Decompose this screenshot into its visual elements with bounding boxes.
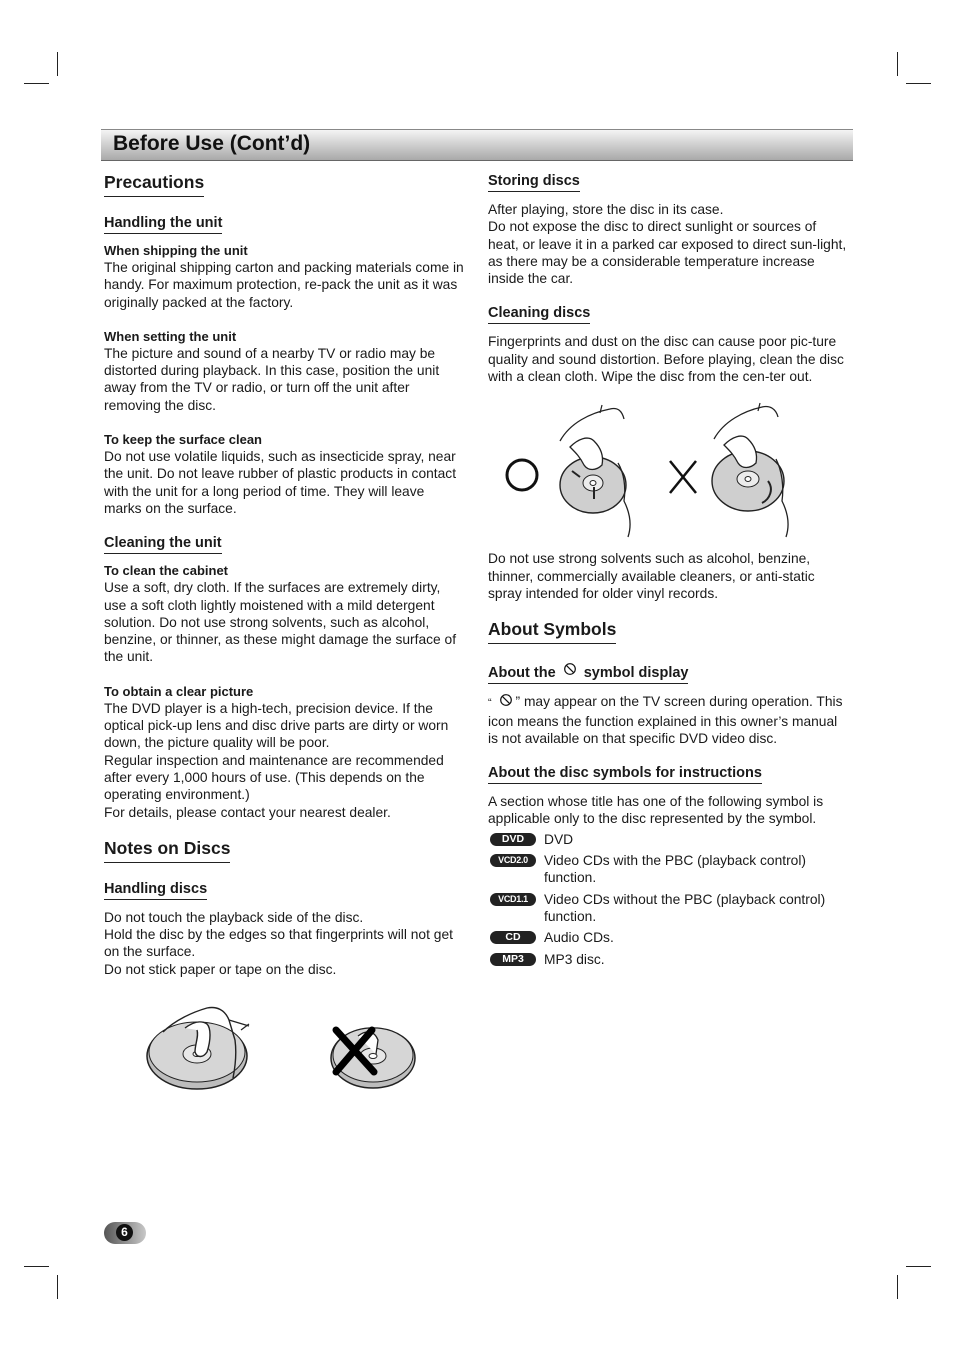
crop-mark	[897, 52, 898, 76]
disc-symbols-intro: A section whose title has one of the following symbol is applicable only to the disc represented by the symbol.	[488, 794, 824, 827]
dvd-badge-icon: DVD	[490, 833, 536, 846]
crop-mark	[57, 52, 58, 76]
cabinet-text: Use a soft, dry cloth. If the surfaces are extremely dirty, use a soft cloth lightly moistened with a mild detergent solution. Do not use strong solvents, such as alcohol, benzine, or thinner, as these might damage the surface of the unit.	[104, 580, 457, 665]
notes-discs-heading: Notes on Discs	[104, 838, 230, 863]
cleaning-discs-warning: Do not use strong solvents such as alcohol, benzine, thinner, commercially available cleaners, or anti-static spray intended for older vinyl records.	[488, 551, 815, 601]
cleaning-discs-text: Fingerprints and dust on the disc can cause poor pic-ture quality and sound distortion. Before playing, clean the disc with a clean cloth. Wipe the disc from the cen-ter out.	[488, 334, 844, 385]
handling-discs-text-3: Do not stick paper or tape on the disc.	[104, 961, 337, 977]
setting-title: When setting the unit	[104, 328, 237, 344]
cleaning-discs-illustration	[500, 401, 830, 546]
disc-symbol-desc: Video CDs with the PBC (playback control) function.	[544, 853, 806, 886]
surface-text: Do not use volatile liquids, such as insecticide spray, near the unit. Do not leave rubber of plastic products in contact with the unit for a long period of time. They will leave marks on the surface.	[104, 449, 457, 516]
page-title: Before Use (Cont’d)	[113, 132, 311, 155]
quote-open: “	[488, 697, 492, 710]
picture-text-1: The DVD player is a high-tech, precision device. If the optical pick-up lens and disc drive parts are dirty or worn down, the picture quality will be poor.	[104, 700, 449, 751]
correct-wipe-disc-icon	[560, 405, 630, 537]
disc-symbol-desc: Audio CDs.	[544, 930, 614, 946]
title-bar	[101, 129, 853, 161]
wrong-hold-disc-icon	[331, 1028, 415, 1088]
left-column	[104, 172, 464, 978]
disc-symbols-list	[488, 831, 848, 968]
right-column	[488, 172, 848, 968]
correct-hold-disc-icon	[147, 1008, 249, 1090]
prohibited-icon	[563, 662, 577, 676]
crop-mark	[24, 1266, 49, 1267]
symbol-display-heading-pre: About the	[488, 665, 556, 682]
crop-mark	[57, 1275, 58, 1299]
cleaning-discs-heading: Cleaning discs	[488, 305, 590, 324]
wrong-x-icon	[670, 461, 696, 493]
vcd11-badge-icon: VCD1.1	[490, 893, 536, 906]
precautions-heading: Precautions	[104, 172, 204, 197]
wrong-wipe-disc-icon	[712, 403, 788, 537]
prohibited-icon	[499, 693, 513, 707]
disc-symbol-desc: MP3 disc.	[544, 951, 605, 967]
crop-mark	[906, 83, 931, 84]
cleaning-unit-heading: Cleaning the unit	[104, 535, 222, 554]
storing-text-1: After playing, store the disc in its case.	[488, 202, 724, 217]
crop-mark	[906, 1266, 931, 1267]
symbol-display-text	[488, 693, 848, 747]
cd-badge-icon: CD	[490, 931, 536, 944]
disc-symbols-heading: About the disc symbols for instructions	[488, 765, 762, 784]
handling-unit-heading: Handling the unit	[104, 215, 222, 234]
picture-title: To obtain a clear picture	[104, 683, 254, 699]
correct-circle-icon	[507, 460, 537, 490]
disc-symbol-row	[488, 951, 848, 968]
disc-symbol-row	[488, 891, 848, 926]
symbol-display-heading	[488, 662, 688, 684]
disc-symbol-row	[488, 929, 848, 946]
vcd20-badge-icon: VCD2.0	[490, 854, 536, 867]
crop-mark	[24, 83, 49, 84]
symbol-display-desc: ” may appear on the TV screen during operation. This icon means the function explained in this owner’s manual is not available on that specific DVD video disc.	[488, 694, 843, 746]
disc-symbol-desc: Video CDs without the PBC (playback control) function.	[544, 891, 826, 924]
handling-discs-heading: Handling discs	[104, 881, 207, 900]
surface-title: To keep the surface clean	[104, 432, 262, 448]
storing-text-2: Do not expose the disc to direct sunlight or sources of heat, or leave it in a parked car exposed to direct sun-light, as there may be a considerable temperature increase inside the car.	[488, 219, 847, 287]
about-symbols-heading: About Symbols	[488, 619, 616, 644]
setting-text: The picture and sound of a nearby TV or radio may be distorted during playback. In this case, position the unit away from the TV or radio, or turn off the unit after removing the disc.	[104, 345, 440, 413]
shipping-title: When shipping the unit	[104, 243, 248, 258]
disc-handling-illustration	[145, 1000, 425, 1095]
symbol-display-heading-post: symbol display	[583, 665, 689, 682]
picture-text-2: Regular inspection and maintenance are recommended after every 1,000 hours of use. (This depends on the operating environment.)	[104, 752, 444, 803]
page-number-tab	[104, 1222, 146, 1244]
shipping-text: The original shipping carton and packing materials come in handy. For maximum protection, re-pack the unit as it was originally packed at the factory.	[104, 260, 464, 310]
disc-symbol-row	[488, 852, 848, 887]
handling-discs-text-1: Do not touch the playback side of the disc.	[104, 909, 364, 925]
disc-symbol-desc: DVD	[544, 831, 574, 847]
crop-mark	[897, 1275, 898, 1299]
page-number: 6	[116, 1224, 133, 1241]
picture-text-3: For details, please contact your nearest dealer.	[104, 804, 391, 820]
disc-symbol-row	[488, 831, 848, 848]
handling-discs-text-2: Hold the disc by the edges so that fingerprints will not get on the surface.	[104, 927, 453, 960]
storing-discs-heading: Storing discs	[488, 173, 580, 192]
cabinet-title: To clean the cabinet	[104, 563, 229, 579]
mp3-badge-icon: MP3	[490, 953, 536, 966]
